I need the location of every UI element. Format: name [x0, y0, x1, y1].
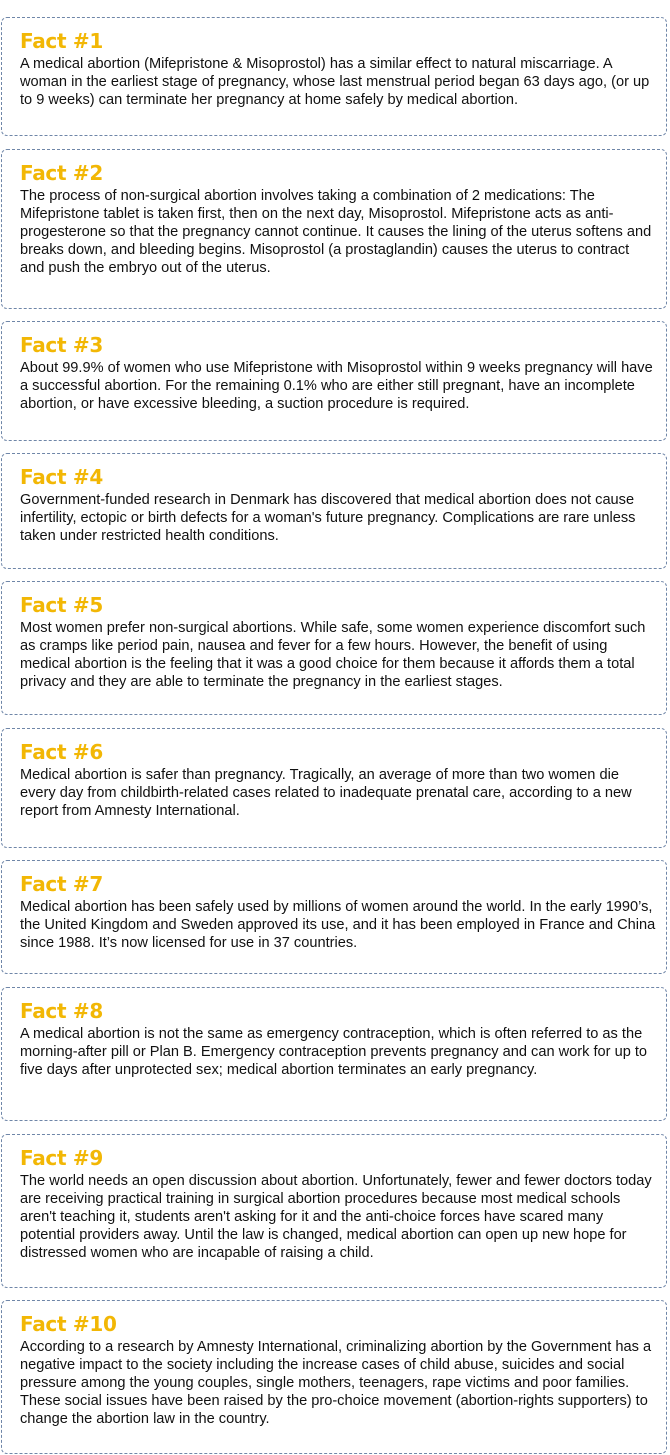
- fact-title: Fact #1: [20, 29, 103, 53]
- fact-text: A medical abortion (Mifepristone & Misoprostol) has a similar effect to natural miscarriage. A woman in the earliest stage of pregnancy, whose last menstrual period began 63 days ago, (or up to 9 weeks) can terminate her pregnancy at home safely by medical abortion.: [20, 56, 650, 108]
- fact-card-2: [1, 149, 667, 309]
- fact-title: Fact #6: [20, 740, 103, 764]
- fact-text: According to a research by Amnesty International, criminalizing abortion by the Government has a negative impact to the society including the increase cases of child abuse, suicides and social pressure among the young couples, single mothers, teenagers, rape victims and poor families. These social issues have been raised by the pro-choice movement (abortion-rights supporters) to change the abortion law in the country.: [20, 1339, 652, 1427]
- fact-card-9: [1, 1134, 667, 1288]
- fact-text: The process of non-surgical abortion involves taking a combination of 2 medications: The Mifepristone tablet is taken first, then on the next day, Misoprostol. Mifepristone acts as anti-progesterone so that the pregnancy cannot continue. It causes the lining of the uterus softens and breaks down, and bleeding begins. Misoprostol (a prostaglandin) causes the uterus to contract and push the embryo out of the uterus.: [20, 188, 652, 276]
- fact-title: Fact #4: [20, 465, 103, 489]
- fact-text: Medical abortion has been safely used by millions of women around the world. In the early 1990’s, the United Kingdom and Sweden approved its use, and it has been employed in France and China since 1988. It’s now licensed for use in 37 countries.: [20, 899, 656, 951]
- fact-title: Fact #8: [20, 999, 103, 1023]
- fact-card-3: [1, 321, 667, 441]
- fact-title: Fact #10: [20, 1312, 117, 1336]
- fact-title: Fact #7: [20, 872, 103, 896]
- fact-text: About 99.9% of women who use Mifepristone with Misoprostol within 9 weeks pregnancy will have a successful abortion. For the remaining 0.1% who are either still pregnant, have an incomplete abortion, or have excessive bleeding, a suction procedure is required.: [20, 360, 653, 412]
- fact-text: Medical abortion is safer than pregnancy. Tragically, an average of more than two women die every day from childbirth-related cases related to inadequate prenatal care, according to a new report from Amnesty International.: [20, 767, 632, 819]
- fact-title: Fact #5: [20, 593, 103, 617]
- fact-card-8: [1, 987, 667, 1121]
- fact-text: Most women prefer non-surgical abortions. While safe, some women experience discomfort such as cramps like period pain, nausea and fever for a few hours. However, the benefit of using medical abortion is the feeling that it was a good choice for them because it affords them a total privacy and they are able to terminate the pregnancy in the earliest stages.: [20, 620, 646, 690]
- fact-text: A medical abortion is not the same as emergency contraception, which is often referred to as the morning-after pill or Plan B. Emergency contraception prevents pregnancy and can work for up to five days after unprotected sex; medical abortion terminates an early pregnancy.: [20, 1026, 648, 1078]
- fact-card-6: [1, 728, 667, 848]
- fact-text: The world needs an open discussion about abortion. Unfortunately, fewer and fewer doctors today are receiving practical training in surgical abortion procedures because most medical schools aren't teaching it, students aren't asking for it and the anti-choice forces have scared many potential providers away. Until the law is changed, medical abortion can open up new hope for distressed women who are incapable of raising a child.: [20, 1173, 652, 1261]
- fact-card-1: [1, 17, 667, 136]
- fact-card-5: [1, 581, 667, 715]
- fact-title: Fact #3: [20, 333, 103, 357]
- fact-text: Government-funded research in Denmark has discovered that medical abortion does not cause infertility, ectopic or birth defects for a woman's future pregnancy. Complications are rare unless taken under restricted health conditions.: [20, 492, 636, 544]
- fact-card-4: [1, 453, 667, 569]
- fact-card-10: [1, 1300, 667, 1454]
- fact-title: Fact #2: [20, 161, 103, 185]
- fact-title: Fact #9: [20, 1146, 103, 1170]
- fact-card-7: [1, 860, 667, 974]
